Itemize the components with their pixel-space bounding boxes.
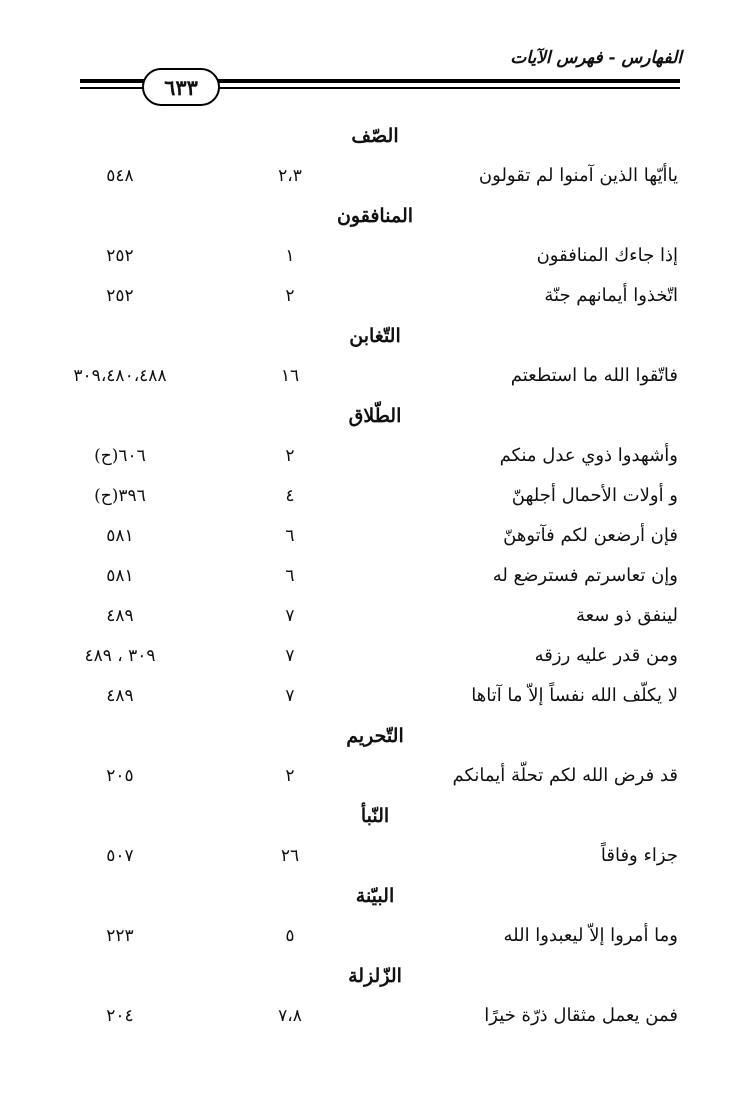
ayah-number: ٧ — [285, 606, 295, 626]
index-entry — [0, 356, 750, 396]
surah-heading: التّغابن — [349, 325, 401, 347]
page-reference: ٤٨٩ — [106, 686, 134, 706]
page-reference: ٦٠٦(ح) — [94, 446, 146, 466]
page-reference: ٢٥٢ — [106, 286, 134, 306]
index-entry — [0, 996, 750, 1036]
ayah-number: ٢ — [285, 286, 295, 306]
ayah-number: ٦ — [285, 526, 295, 546]
surah-heading: البيّنة — [355, 885, 395, 907]
ayah-number: ٥ — [285, 926, 295, 946]
surah-heading: النّبأ — [360, 805, 390, 827]
index-entry — [0, 756, 750, 796]
surah-heading: المنافقون — [336, 205, 414, 227]
verse-text: جزاء وفاقاً — [600, 845, 678, 866]
index-entry — [0, 836, 750, 876]
surah-heading: الزّلزلة — [348, 965, 402, 987]
ayah-number: ٢ — [285, 446, 295, 466]
page-reference: ٤٨٩ — [106, 606, 134, 626]
page-reference: ٥٤٨ — [106, 166, 134, 186]
ayah-number: ٧ — [285, 646, 295, 666]
surah-heading: التّحريم — [346, 725, 404, 747]
index-entry — [0, 916, 750, 956]
page-reference: ٥٨١ — [106, 526, 134, 546]
running-title: الفهارس - فهرس الآيات — [510, 48, 682, 68]
index-entry — [0, 676, 750, 716]
verse-index — [0, 116, 750, 1036]
verse-text: قد فرض الله لكم تحلّة أيمانكم — [452, 765, 678, 786]
page-reference: ٣٩٦(ح) — [94, 486, 146, 506]
index-entry — [0, 436, 750, 476]
surah-heading: الطّلاق — [348, 405, 402, 427]
ayah-number: ١ — [285, 246, 295, 266]
page-reference: ٢٠٤ — [106, 1006, 134, 1026]
page-reference: ٢٢٣ — [106, 926, 134, 946]
verse-text: إذا جاءك المنافقون — [536, 245, 678, 266]
verse-text: فمن يعمل مثقال ذرّة خيرًا — [484, 1005, 678, 1026]
page-reference: ٥٨١ — [106, 566, 134, 586]
index-entry — [0, 556, 750, 596]
page-number: ٦٣٣ — [142, 68, 220, 106]
verse-text: فاتّقوا الله ما استطعتم — [510, 365, 678, 386]
page-reference: ٢٠٥ — [106, 766, 134, 786]
index-entry — [0, 596, 750, 636]
verse-text: وإن تعاسرتم فسترضع له — [492, 565, 678, 586]
ayah-number: ٦ — [285, 566, 295, 586]
index-entry — [0, 476, 750, 516]
page-reference: ٥٠٧ — [106, 846, 134, 866]
verse-text: ومن قدر عليه رزقه — [534, 645, 678, 666]
ayah-number: ٧،٨ — [278, 1006, 302, 1026]
ayah-number: ٧ — [285, 686, 295, 706]
verse-text: ياأيّها الذين آمنوا لم تقولون — [478, 165, 678, 186]
index-entry — [0, 276, 750, 316]
verse-text: لينفق ذو سعة — [575, 605, 678, 626]
ayah-number: ١٦ — [280, 366, 300, 386]
index-entry — [0, 156, 750, 196]
page-reference: ٣٠٩ ، ٤٨٩ — [84, 646, 156, 666]
verse-text: اتّخذوا أيمانهم جنّة — [544, 285, 678, 306]
ayah-number: ٢٦ — [280, 846, 300, 866]
verse-text: و أولات الأحمال أجلهنّ — [511, 485, 678, 506]
verse-text: لا يكلّف الله نفساً إلاّ ما آتاها — [471, 685, 678, 706]
ayah-number: ٤ — [285, 486, 295, 506]
index-entry — [0, 636, 750, 676]
ayah-number: ٢ — [285, 766, 295, 786]
verse-text: فإن أرضعن لكم فآتوهنّ — [503, 525, 678, 546]
ayah-number: ٢،٣ — [278, 166, 302, 186]
page-reference: ٣٠٩،٤٨٠،٤٨٨ — [73, 366, 167, 386]
surah-heading: الصّف — [351, 125, 399, 147]
verse-text: وأشهدوا ذوي عدل منكم — [499, 445, 678, 466]
page-reference: ٢٥٢ — [106, 246, 134, 266]
index-entry — [0, 236, 750, 276]
index-entry — [0, 516, 750, 556]
verse-text: وما أمروا إلاّ ليعبدوا الله — [503, 925, 678, 946]
